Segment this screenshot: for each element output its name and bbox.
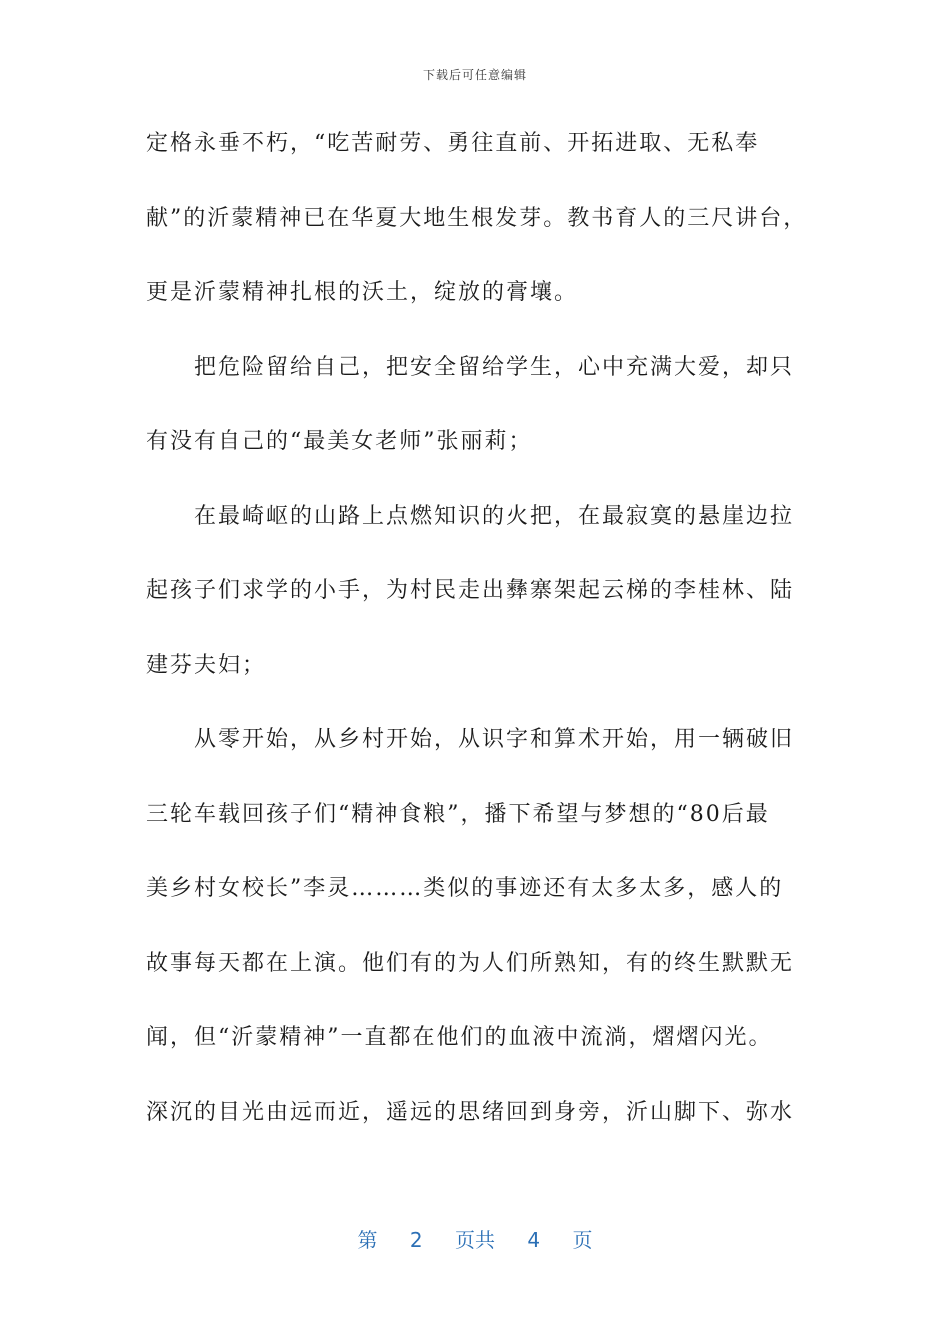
- footer-middle: 页共: [455, 1228, 495, 1252]
- text-line: 深沉的目光由远而近，遥远的思绪回到身旁，沂山脚下、弥水: [146, 1099, 795, 1125]
- text-line: 建芬夫妇；: [146, 652, 267, 678]
- footer-prefix: 第: [357, 1228, 378, 1252]
- page-footer: [0, 1224, 950, 1253]
- text-line: 美乡村女校长”李灵………类似的事迹还有太多太多，感人的: [146, 876, 784, 901]
- text-line: 从零开始，从乡村开始，从识字和算术开始，用一辆破旧: [194, 727, 795, 752]
- text-line: 献”的沂蒙精神已在华夏大地生根发芽。教书育人的三尺讲台，: [146, 205, 808, 231]
- text-line: 起孩子们求学的小手，为村民走出彝寨架起云梯的李桂林、陆: [146, 578, 795, 603]
- footer-total-pages: 4: [527, 1228, 541, 1252]
- text-line: 闻，但“沂蒙精神”一直都在他们的血液中流淌，熠熠闪光。: [146, 1025, 773, 1050]
- footer-current-page: 2: [409, 1228, 423, 1252]
- text-line: 在最崎岖的山路上点燃知识的火把，在最寂寞的悬崖边拉: [194, 503, 795, 529]
- text-line: 把危险留给自己，把安全留给学生，心中充满大爱，却只: [194, 354, 795, 380]
- text-line: 故事每天都在上演。他们有的为人们所熟知，有的终生默默无: [146, 950, 795, 976]
- footer-suffix: 页: [572, 1228, 593, 1252]
- text-line: 三轮车载回孩子们“精神食粮”，播下希望与梦想的“80后最: [146, 801, 770, 827]
- text-line: 有没有自己的“最美女老师”张丽莉；: [146, 429, 533, 454]
- text-line: 定格永垂不朽，“吃苦耐劳、勇往直前、开拓进取、无私奉: [146, 131, 760, 156]
- header-note: 下载后可任意编辑: [422, 68, 527, 82]
- document-body: [146, 120, 806, 1163]
- text-line: 更是沂蒙精神扎根的沃土，绽放的膏壤。: [146, 280, 579, 305]
